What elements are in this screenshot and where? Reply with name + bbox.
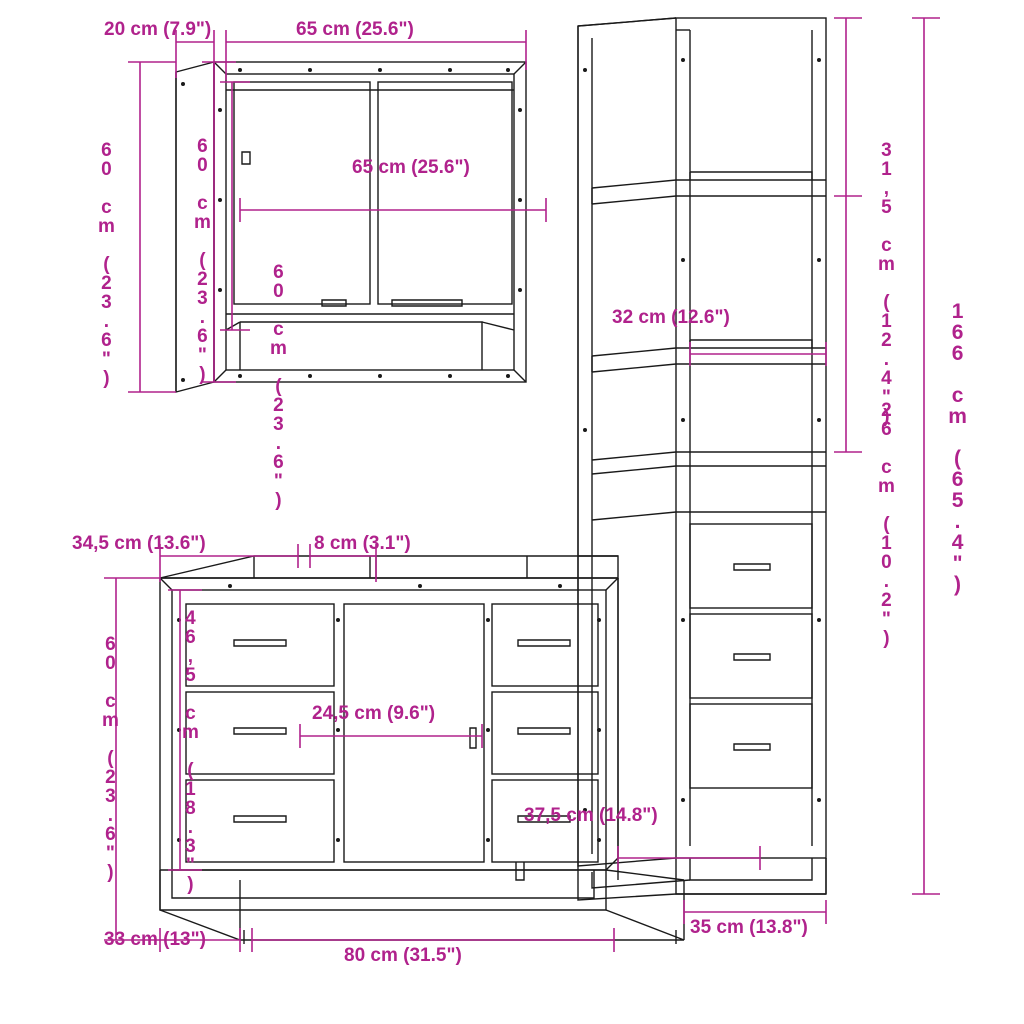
dim-sideboard-depth-small: 33 cm (13") bbox=[104, 929, 206, 950]
dim-wall-cabinet-inner-height: 60 cm (23.6") bbox=[267, 262, 289, 509]
dim-sideboard-width: 80 cm (31.5") bbox=[344, 945, 462, 966]
dim-shelf-depth: 35 cm (13.8") bbox=[690, 917, 808, 938]
dim-wall-cabinet-inner-width: 65 cm (25.6") bbox=[352, 157, 470, 178]
dim-sideboard-drawer-width: 34,5 cm (13.6") bbox=[72, 533, 206, 554]
dim-sideboard-depth-rear: 37,5 cm (14.8") bbox=[524, 805, 658, 826]
dim-wall-cabinet-height-inner-left: 60 cm (23.6") bbox=[191, 136, 213, 383]
dim-sideboard-gap: 8 cm (3.1") bbox=[314, 533, 411, 554]
dim-wall-cabinet-depth-top: 20 cm (7.9") bbox=[104, 19, 212, 40]
dim-wall-cabinet-width-top: 65 cm (25.6") bbox=[296, 19, 414, 40]
dim-shelf-total-height: 166 cm (65.4") bbox=[946, 300, 970, 594]
dim-sideboard-height-outer: 60 cm (23.6") bbox=[99, 634, 121, 881]
dim-shelf-middle-section-height: 26 cm (10.2") bbox=[875, 400, 897, 647]
dim-shelf-inner-depth: 32 cm (12.6") bbox=[612, 307, 730, 328]
dim-wall-cabinet-height-outer-left: 60 cm (23.6") bbox=[95, 140, 117, 387]
dim-shelf-upper-section-height: 31,5 cm (12.4") bbox=[875, 140, 897, 425]
dim-sideboard-body-height: 46,5 cm (18.3") bbox=[179, 608, 201, 893]
dim-sideboard-door-width: 24,5 cm (9.6") bbox=[312, 703, 436, 724]
